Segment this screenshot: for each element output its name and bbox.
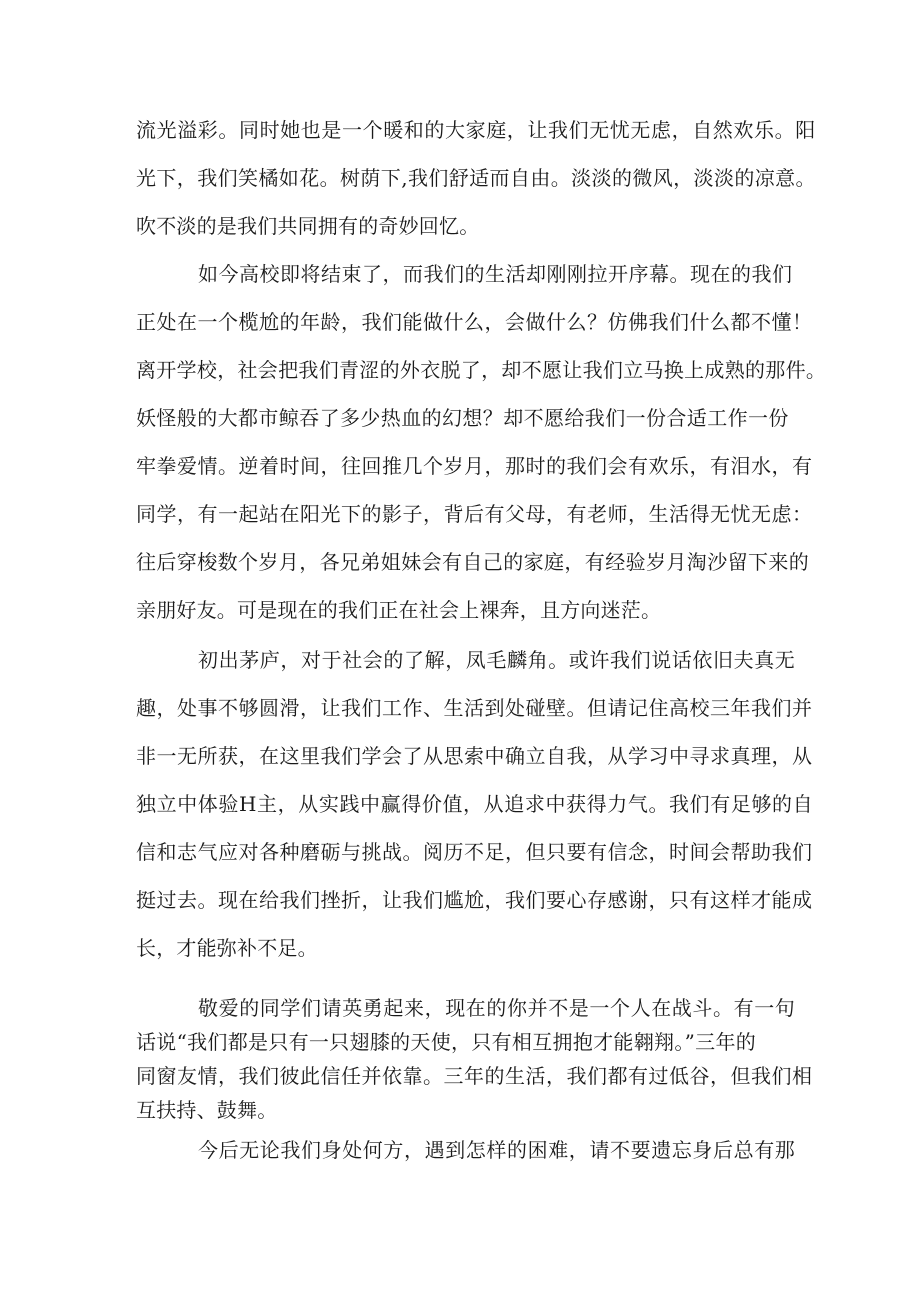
text-line: 信和志气应对各种磨砺与挑战。阅历不足，但只要有信念，时间会帮助我们 [136,840,813,864]
text-line: 妖怪般的大都市鲸吞了多少热血的幻想？却不愿给我们一份合适工作一份 [136,406,789,430]
text-line: 话说“我们都是只有一只翅膝的天使，只有相互拥抱才能翱翔。”三年的 [136,1030,757,1054]
text-line: 往后穿梭数个岁月，各兄弟姐妹会有自己的家庭，有经验岁月淘沙留下来的 [136,550,810,574]
text-line: 牢拳爱情。逆着时间，往回推几个岁月，那时的我们会有欢乐，有泪水，有 [136,454,813,478]
text-line: 挺过去。现在给我们挫折，让我们尴尬，我们要心存感谢，只有这样才能成 [136,888,813,912]
text-line: 长，才能弥补不足。 [136,936,318,960]
text-line: 今后无论我们身处何方，遇到怎样的困难，请不要遗忘身后总有那 [198,1138,796,1162]
text-line: 敬爱的同学们请英勇起来，现在的你并不是一个人在战斗。有一句 [198,996,796,1020]
text-line: 光下，我们笑橘如花。树荫下,我们舒适而自由。淡淡的微风，淡淡的凉意。 [136,166,816,190]
text-line: 非一无所获，在这里我们学会了从思索中确立自我，从学习中寻求真理，从 [136,744,813,768]
text-line: 亲朋好友。可是现在的我们正在社会上裸奔，且方向迷茫。 [136,598,662,622]
text-line: 初出茅庐，对于社会的了解，凤毛麟角。或许我们说话依旧夫真无 [198,648,796,672]
text-line: 吹不淡的是我们共同拥有的奇妙回忆。 [136,214,480,238]
text-line: 独立中体验H主，从实践中赢得价值，从追求中获得力气。我们有足够的自 [136,792,814,816]
text-line: 同窗友情，我们彼此信任并依靠。三年的生活，我们都有过低谷，但我们相 [136,1064,813,1088]
text-line: 如今高校即将结束了，而我们的生活却刚刚拉开序幕。现在的我们 [198,262,793,286]
text-line: 离开学校，社会把我们青涩的外衣脱了，却不愿让我们立马换上成熟的那件。 [136,358,827,382]
text-line: 同学，有一起站在阳光下的影子，背后有父母，有老师，生活得无忧无虑： [136,502,813,526]
text-line: 互扶持、鼓舞。 [136,1098,278,1122]
text-line: 流光溢彩。同时她也是一个暖和的大家庭，让我们无忧无虑，自然欢乐。阳 [136,118,816,142]
text-line: 正处在一个榄尬的年龄，我们能做什么，会做什么？仿佛我们什么都不懂！ [136,310,813,334]
text-line: 趣，处事不够圆滑，让我们工作、生活到处碰壁。但请记住高校三年我们并 [136,696,813,720]
